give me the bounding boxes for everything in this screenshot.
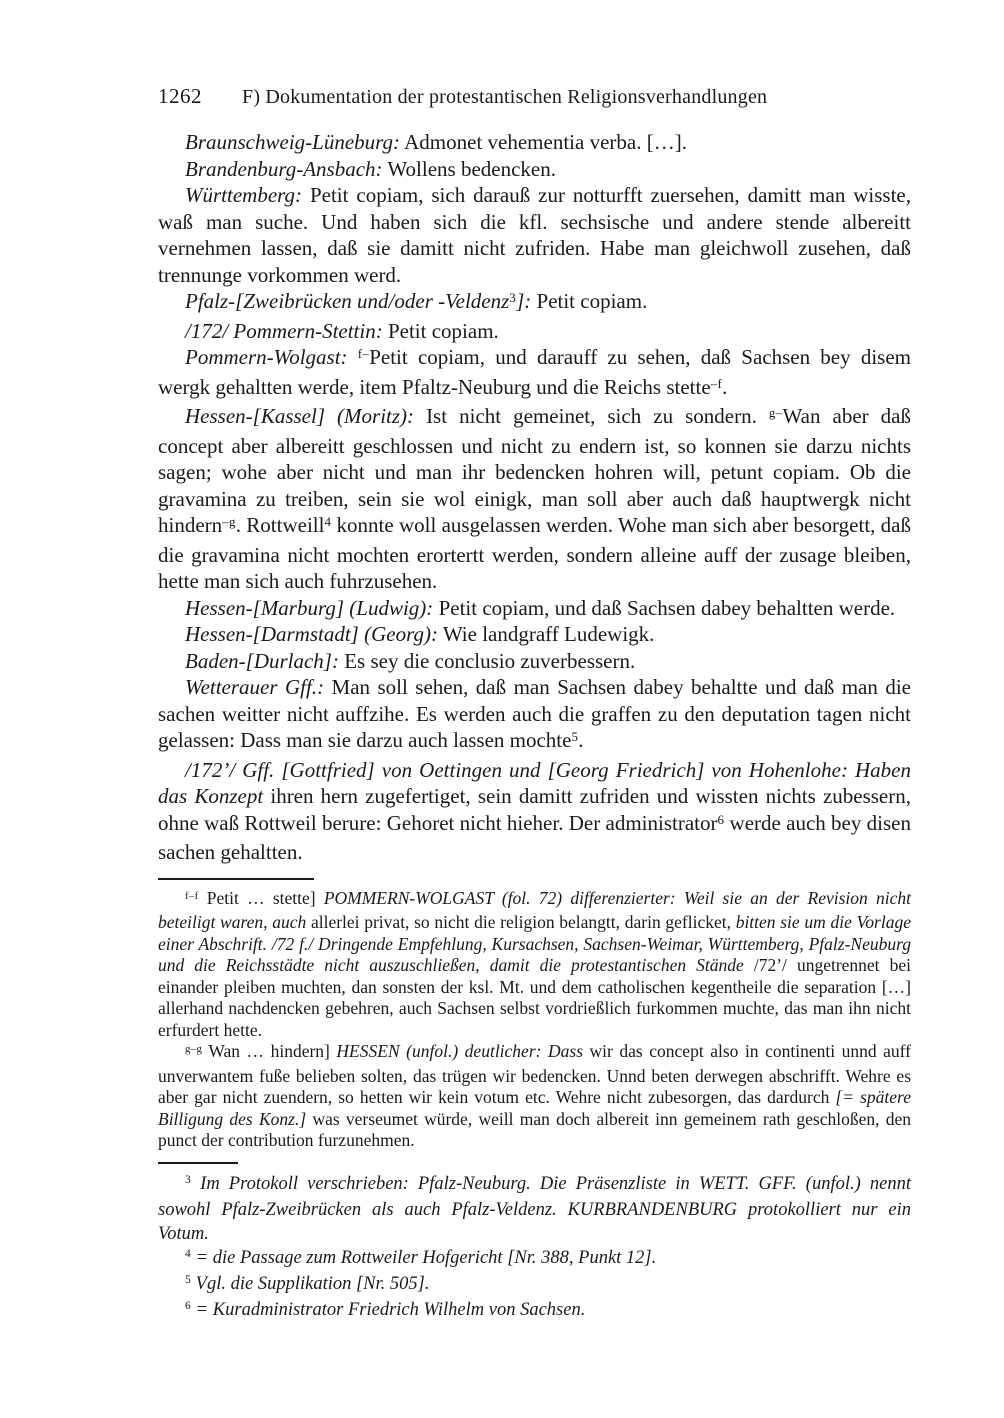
body-text [158, 129, 911, 866]
text-segment: = die Passage zum Rottweiler Hofgericht [Nr. 388, Punkt 12]. [191, 1247, 657, 1268]
text-segment: HESSEN (unfol.) deutlicher: Dass [336, 1041, 590, 1061]
text-segment: wir das concept also in continenti unnd auff unverwantem fuße belieben solten, das trügen wir bedencken. Unnd beten derwegen abschrifft. Wehre es aber gar nicht zuendern, so hetten wir kein votum etc. Wehre nicht zubesorgen, das dardurch [158, 1041, 911, 1107]
text-segment: [= spätere Billigung des Konz.] [158, 1087, 911, 1129]
text-segment: POMMERN-WOLGAST (fol. 72) differenzierter: Weil sie an der Revision nicht beteiligt waren, auch [158, 887, 911, 932]
body-paragraph [158, 674, 911, 757]
text-segment: Wetterauer Gff.: [185, 675, 325, 699]
text-segment: . [578, 728, 584, 752]
text-segment: was verseumet würde, weill man doch albereit inn gemeinem rath geschloßen, den punct der contribution furzunehmen. [158, 1108, 912, 1150]
body-paragraph [158, 156, 911, 183]
text-segment: Petit … stette] [198, 887, 324, 908]
body-paragraph [158, 344, 911, 403]
body-paragraph [158, 288, 911, 318]
superscript-marker: g–g [185, 1043, 203, 1056]
text-segment: konnte woll ausgelassen werden. Wohe man sich aber besorgett, daß die gravamina nicht mochten erortertt werden, sondern alleine auff der zusage bleiben, hette man sich auch fuhrzusehen. [158, 513, 911, 593]
superscript-marker: 5 [571, 729, 579, 745]
text-segment: Petit copiam, sich darauß zur notturfft zuersehen, damitt man wisste, waß man suche. Und haben sich die kfl. sechsische und andere stende albereitt vernehmen lassen, daß sie damitt nicht zufriden. Habe man gleichwoll zusehen, daß trennunge vorkommen werd. [158, 183, 911, 287]
text-segment: ihren hern zugefertiget, sein damitt zufriden und wissten nichts zubessern, ohne waß Rottweil berure: Gehoret nicht hieher. Der administrator [158, 784, 911, 835]
text-segment: Wie landgraff Ludewigk. [437, 622, 655, 646]
superscript-marker: f– [357, 346, 370, 362]
apparatus-note [158, 1041, 911, 1152]
apparatus-note [158, 888, 911, 1042]
text-segment: Württemberg: [185, 183, 303, 207]
text-segment: Pommern-Wolgast: [185, 345, 358, 369]
footnote-separator-rule [158, 1162, 238, 1164]
superscript-marker: 6 [185, 1300, 192, 1313]
text-segment: Hessen-[Marburg] (Ludwig): [185, 595, 434, 620]
text-segment: /172’/ Gff. [Gottfried] von Oettingen und [Georg Friedrich] von Hohenlohe: Haben das Konzept [158, 757, 911, 808]
text-segment: Wan aber daß concept aber albereitt geschlossen und nicht zu endern ist, so konnen sie darzu nichts sagen; wohe aber nicht und man ihr bedencken hohren will, petunt copiam. Ob die gravamina zu treiben, sein sie wol einigk, man soll aber auch daß hauptwergk nicht hindern [158, 404, 912, 537]
text-segment: Vgl. die Supplikation [Nr. 505]. [191, 1273, 430, 1294]
text-segment: ]: [516, 289, 532, 313]
text-segment: Petit copiam, und darauff zu sehen, daß Sachsen bey disem wergk gehaltten werde, item Pfaltz-Neuburg und die Reichs stette [158, 345, 911, 399]
superscript-marker: 3 [185, 1174, 192, 1187]
apparatus-notes [158, 888, 911, 1152]
footnote [158, 1272, 911, 1298]
footnote [158, 1172, 911, 1246]
text-segment: Baden-[Durlach]: [185, 648, 339, 673]
page-content [158, 84, 911, 1324]
text-segment: Petit copiam. [531, 289, 648, 313]
text-segment: Wollens bedencken. [382, 156, 556, 181]
text-segment: Admonet vehementia verba. […]. [400, 130, 687, 154]
superscript-marker: 3 [509, 290, 517, 306]
page-number: 1262 [158, 84, 202, 108]
superscript-marker: 4 [324, 514, 332, 530]
text-segment: . [722, 374, 728, 399]
superscript-marker: –g [222, 514, 236, 530]
text-segment: allerlei privat, so nicht die religion belangtt, darin geflicket, [310, 912, 736, 932]
body-paragraph [158, 182, 911, 288]
text-segment: Wan … hindern] [202, 1041, 337, 1061]
running-head: F) Dokumentation der protestantischen Religionsverhandlungen [242, 86, 768, 108]
body-paragraph [158, 403, 911, 595]
body-paragraph [158, 621, 911, 648]
superscript-marker: f–f [185, 889, 199, 902]
text-segment: Hessen-[Darmstadt] (Georg): [185, 622, 438, 646]
body-paragraph [158, 129, 911, 156]
text-segment: Es sey die conclusio zuverbessern. [338, 648, 636, 673]
page-header [158, 84, 911, 109]
text-segment: Im Protokoll verschrieben: Pfalz-Neuburg. Die Präsenzliste in WETT. GFF. (unfol.) nennt sowohl Pfalz-Zweibrücken als auch Pfalz-Veldenz. KURBRANDENBURG protokolliert nur ein Votum. [158, 1173, 911, 1244]
text-segment: Brandenburg-Ansbach: [185, 156, 383, 181]
text-segment: . Rottweill [235, 513, 325, 537]
superscript-marker: 5 [185, 1274, 192, 1287]
text-segment: Petit copiam. [382, 318, 499, 343]
text-segment: Man soll sehen, daß man Sachsen dabey behaltte und daß man die sachen weitter nicht auffzihe. Es werden auch die graffen zu den deputation tagen nicht gelassen: Dass man sie darzu auch lassen mochte [158, 675, 911, 752]
body-paragraph [158, 648, 911, 675]
text-segment: /72’/ ungetrennet bei einander pleiben muchten, dan sonsten der ksl. Mt. und dem catholischen kegentheile die separation […] allerhand nachdencken gebehren, auch Sachsen selbst vordrießlich furkommen muchte, das man ihn nicht erfurdert hette. [158, 955, 911, 1040]
text-segment: Petit copiam, und daß Sachsen dabey behaltten werde. [433, 595, 896, 620]
footnote [158, 1298, 911, 1324]
superscript-marker: –f [710, 375, 723, 391]
body-paragraph [158, 595, 911, 622]
text-segment: Pfalz-[Zweibrücken und/oder -Veldenz [185, 289, 510, 313]
footnotes [158, 1172, 911, 1324]
body-paragraph [158, 757, 911, 866]
footnote [158, 1246, 911, 1272]
text-segment: Hessen-[Kassel] (Moritz): [185, 404, 415, 428]
text-segment: = Kuradministrator Friedrich Wilhelm von Sachsen. [191, 1299, 586, 1320]
superscript-marker: 6 [717, 811, 725, 827]
superscript-marker: 4 [185, 1248, 192, 1261]
text-segment: /172/ Pommern-Stettin: [185, 318, 383, 343]
text-segment: Ist nicht gemeinet, sich zu sondern. [414, 404, 769, 428]
text-segment: Braunschweig-Lüneburg: [185, 130, 401, 154]
body-paragraph [158, 318, 911, 345]
text-segment: bitten sie um die Vorlage einer Abschrift. /72 f./ Dringende Empfehlung, Kursachsen, Sachsen-Weimar, Württemberg, Pfalz-Neuburg und die Reichsstädte nicht auszuschließen, damit die protestantischen Stände [158, 912, 911, 975]
apparatus-separator-rule [158, 878, 314, 880]
superscript-marker: g– [768, 405, 783, 421]
text-segment: werde auch bey disen sachen gehaltten. [158, 810, 911, 864]
